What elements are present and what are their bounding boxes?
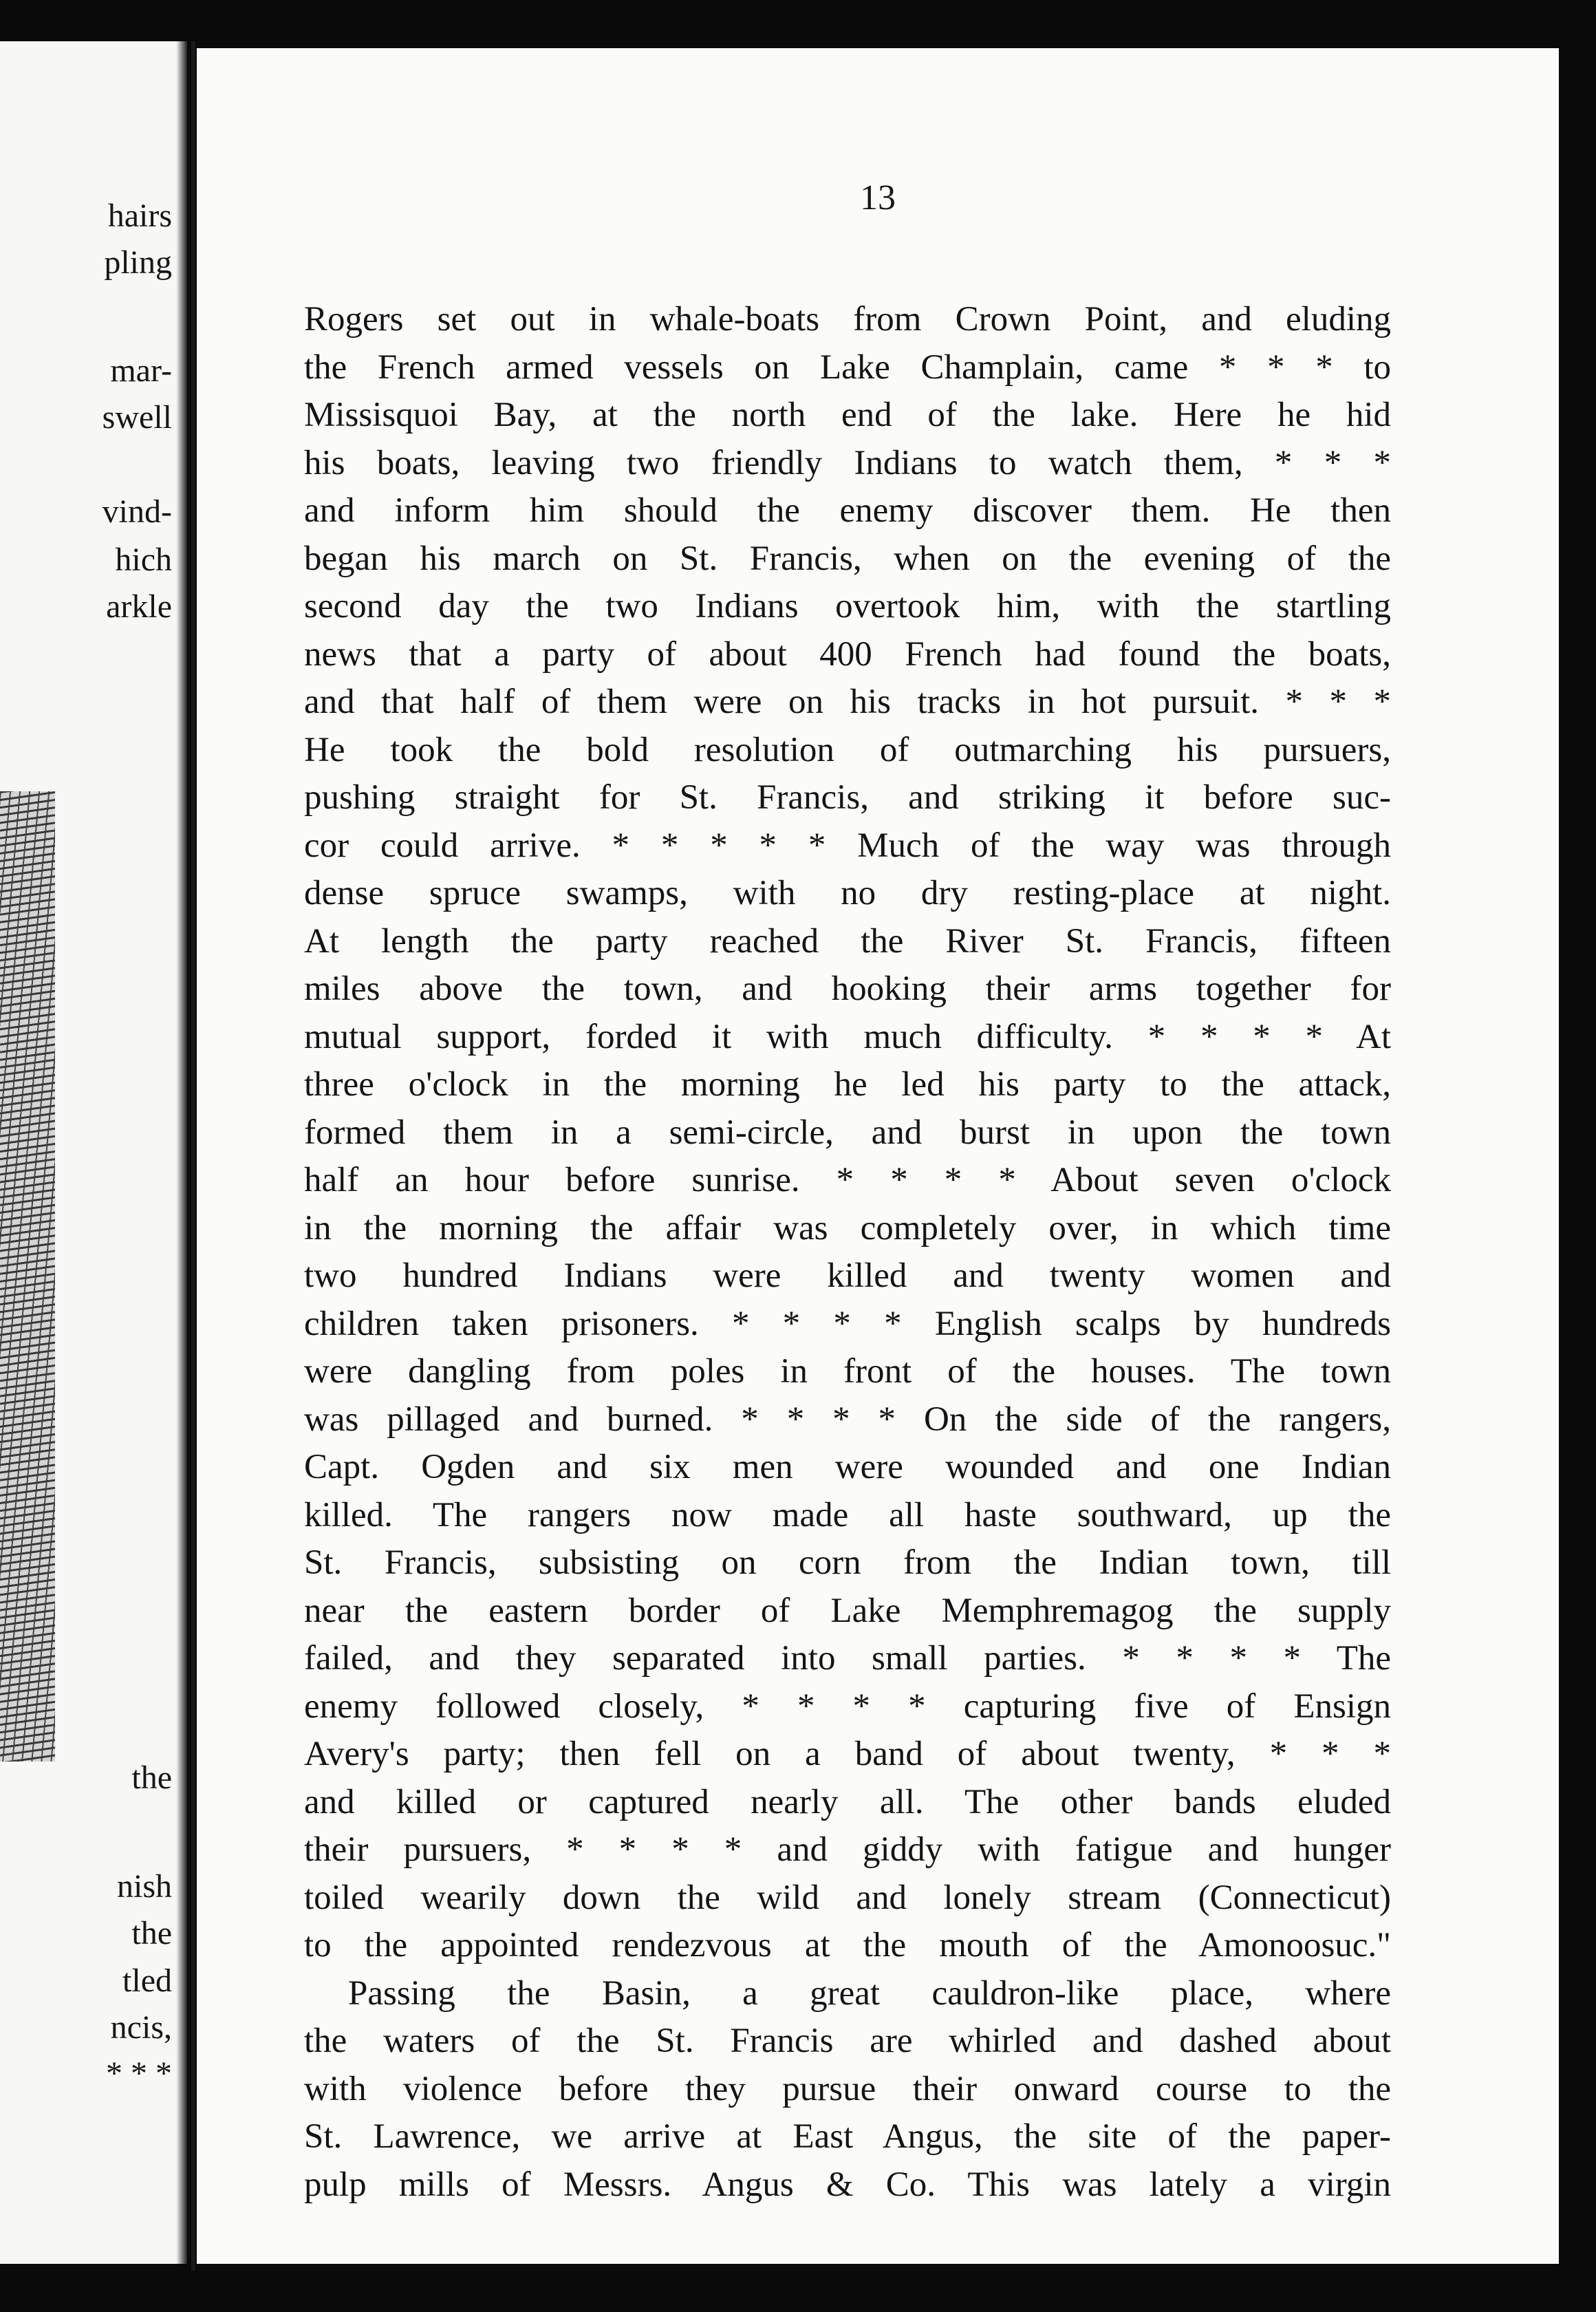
text-line: mutual support, forded it with much difficulty. * * * * At (304, 1017, 1391, 1056)
text-line: the French armed vessels on Lake Champlain, came * * * to (304, 347, 1391, 387)
text-line: his boats, leaving two friendly Indians to watch them, * * * (304, 443, 1391, 482)
left-facing-page (0, 41, 187, 2264)
left-page-fragment: nish (116, 1868, 172, 1905)
book-page (197, 48, 1559, 2264)
text-line: pushing straight for St. Francis, and striking it before suc- (304, 778, 1391, 817)
text-line: Passing the Basin, a great cauldron-like place, where (348, 1973, 1391, 2013)
text-line: near the eastern border of Lake Memphremagog the supply (304, 1591, 1391, 1630)
text-line: and inform him should the enemy discover them. He then (304, 491, 1391, 530)
text-line: toiled wearily down the wild and lonely stream (Connecticut) (304, 1878, 1391, 1917)
text-line: miles above the town, and hooking their arms together for (304, 970, 1391, 1008)
text-line: and that half of them were on his tracks in hot pursuit. * * * (304, 683, 1391, 721)
text-line: At length the party reached the River St. Francis, fifteen (304, 921, 1391, 961)
text-line: in the morning the affair was completely over, in which time (304, 1208, 1391, 1248)
page-number: 13 (860, 178, 896, 217)
text-line: the waters of the St. Francis are whirled and dashed about (304, 2022, 1391, 2060)
binding-shadow (176, 41, 187, 2264)
text-line: enemy followed closely, * * * * capturing five of Ensign (304, 1687, 1391, 1726)
text-line: Avery's party; then fell on a band of about twenty, * * * (304, 1735, 1391, 1773)
left-page-fragment: mar- (110, 352, 172, 389)
text-line: children taken prisoners. * * * * English scalps by hundreds (304, 1304, 1391, 1343)
text-line: with violence before they pursue their onward course to the (304, 2069, 1391, 2108)
text-line: two hundred Indians were killed and twenty women and (304, 1256, 1391, 1295)
text-line: pulp mills of Messrs. Angus & Co. This was lately a virgin (304, 2165, 1391, 2204)
text-line: news that a party of about 400 French had found the boats, (304, 634, 1391, 674)
book-gutter (191, 41, 195, 2271)
text-line: was pillaged and burned. * * * * On the side of the rangers, (304, 1400, 1391, 1439)
text-line: dense spruce swamps, with no dry resting-place at night. (304, 874, 1391, 912)
left-page-fragment: swell (102, 399, 172, 436)
text-line: their pursuers, * * * * and giddy with fatigue and hunger (304, 1830, 1391, 1869)
left-page-fragment: tled (122, 1962, 172, 1999)
text-line: and killed or captured nearly all. The other bands eluded (304, 1782, 1391, 1821)
engraving-illustration-fragment (0, 791, 55, 1762)
text-line: began his march on St. Francis, when on the evening of the (304, 539, 1391, 578)
text-line: Capt. Ogden and six men were wounded and one Indian (304, 1448, 1391, 1486)
text-line: were dangling from poles in front of the houses. The town (304, 1352, 1391, 1391)
left-page-fragment: the (131, 1915, 172, 1951)
text-line: cor could arrive. * * * * * Much of the way was through (304, 826, 1391, 865)
text-line: Missisquoi Bay, at the north end of the lake. Here he hid (304, 396, 1391, 434)
text-line: St. Francis, subsisting on corn from the Indian town, till (304, 1543, 1391, 1582)
text-line: three o'clock in the morning he led his party to the attack, (304, 1065, 1391, 1104)
text-line: St. Lawrence, we arrive at East Angus, the site of the paper- (304, 2117, 1391, 2156)
left-page-fragment: hairs (107, 197, 172, 234)
left-page-fragment: ncis, (110, 2009, 172, 2046)
left-page-fragment: arkle (106, 588, 172, 625)
text-line: half an hour before sunrise. * * * * About seven o'clock (304, 1161, 1391, 1199)
text-line: second day the two Indians overtook him, with the startling (304, 587, 1391, 625)
text-line: Rogers set out in whale-boats from Crown Point, and eluding (304, 300, 1391, 339)
left-page-fragment: pling (104, 244, 172, 281)
text-line: failed, and they separated into small parties. * * * * The (304, 1639, 1391, 1678)
text-line: killed. The rangers now made all haste southward, up the (304, 1495, 1391, 1534)
left-page-fragment: vind- (102, 493, 172, 530)
page-body-text (304, 296, 1391, 2209)
left-page-fragment: the (131, 1759, 172, 1796)
text-line: He took the bold resolution of outmarching his pursuers, (304, 730, 1391, 769)
left-page-fragment: hich (115, 542, 172, 578)
text-line: to the appointed rendezvous at the mouth of the Amonoosuc." (304, 1926, 1391, 1965)
text-line: formed them in a semi-circle, and burst in upon the town (304, 1113, 1391, 1152)
left-page-fragment: * * * (106, 2055, 172, 2092)
